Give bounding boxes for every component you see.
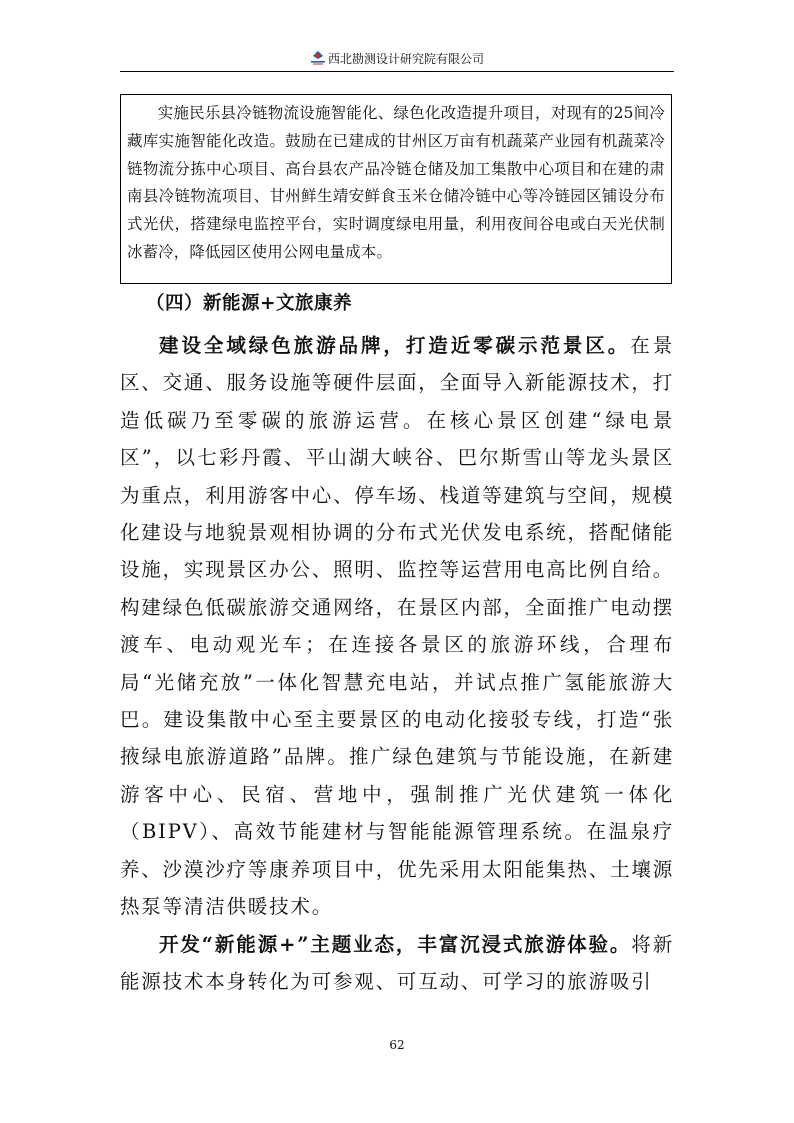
paragraph-text: 将新能源技术本身转化为可参观、可互动、可学习的旅游吸引 xyxy=(120,932,674,993)
page-header xyxy=(120,48,674,70)
paragraph-lead: 建设全域绿色旅游品牌，打造近零碳示范景区。 xyxy=(159,334,631,357)
page-number: 62 xyxy=(389,1038,405,1052)
section-heading: （四）新能源+文旅康养 xyxy=(146,293,353,314)
boxed-note xyxy=(120,94,672,284)
paragraph xyxy=(120,327,674,926)
header-divider xyxy=(120,71,674,72)
powerchina-logo-icon xyxy=(310,50,326,66)
body-text xyxy=(120,327,674,1000)
paragraph xyxy=(120,926,674,1001)
paragraph-text: 在景区、交通、服务设施等硬件层面，全面导入新能源技术，打造低碳乃至零碳的旅游运营。在核心景区创建“绿电景区”，以七彩丹霞、平山湖大峡谷、巴尔斯雪山等龙头景区为重点，利用游客中心、停车场、栈道等建筑与空间，规模化建设与地貌景观相协调的分布式光伏发电系统，搭配储能设施，实现景区办公、照明、监控等运营用电高比例自给。构建绿色低碳旅游交通网络，在景区内部，全面推广电动摆渡车、电动观光车；在连接各景区的旅游环线，合理布局“光储充放”一体化智慧充电站，并试点推广氢能旅游大巴。建设集散中心至主要景区的电动化接驳专线，打造“张掖绿电旅游道路”品牌。推广绿色建筑与节能设施，在新建游客中心、民宿、营地中，强制推广光伏建筑一体化（BIPV）、高效节能建材与智能能源管理系统。在温泉疗养、沙漠沙疗等康养项目中，优先采用太阳能集热、土壤源热泵等清洁供暖技术。 xyxy=(120,334,674,919)
boxed-note-text: 实施民乐县冷链物流设施智能化、绿色化改造提升项目，对现有的25间冷藏库实施智能化改造。鼓励在已建成的甘州区万亩有机蔬菜产业园有机蔬菜冷链物流分拣中心项目、高台县农产品冷链仓储及加工集散中心项目和在建的肃南县冷链物流项目、甘州鲜生靖安鲜食玉米仓储冷链中心等冷链园区铺设分布式光伏，搭建绿电监控平台，实时调度绿电用量，利用夜间谷电或白天光伏制冰蓄冷，降低园区使用公网电量成本。 xyxy=(127,104,665,261)
paragraph-lead: 开发“新能源+”主题业态，丰富沉浸式旅游体验。 xyxy=(159,932,632,956)
header-org-name: 西北勘测设计研究院有限公司 xyxy=(327,52,484,66)
